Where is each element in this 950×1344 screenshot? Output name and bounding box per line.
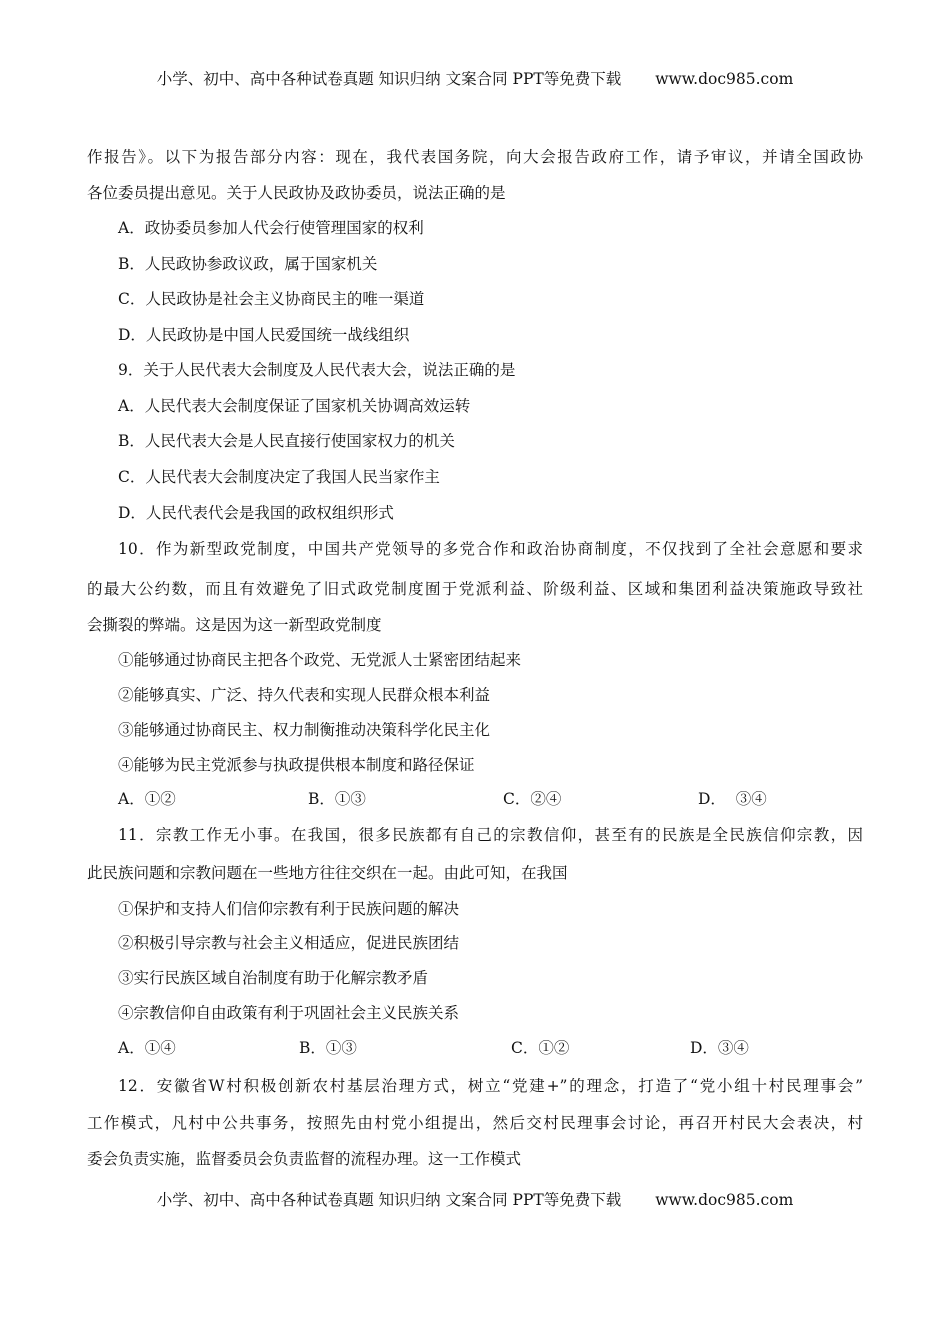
page-header xyxy=(0,68,950,90)
q12-stem-line: 12．安徽省W村积极创新农村基层治理方式，树立“党建+”的理念，打造了“党小组十村民理事会” xyxy=(118,1077,863,1095)
footer-url: www.doc985.com xyxy=(655,1191,794,1209)
q8-option-c: C．人民政协是社会主义协商民主的唯一渠道 xyxy=(118,290,425,308)
header-url: www.doc985.com xyxy=(655,70,794,88)
q11-item-4: ④宗教信仰自由政策有利于巩固社会主义民族关系 xyxy=(118,1004,460,1022)
q9-option-d: D．人民代表代会是我国的政权组织形式 xyxy=(118,504,394,522)
q9-option-a: A．人民代表大会制度保证了国家机关协调高效运转 xyxy=(118,397,471,415)
q10-stem-line: 的最大公约数，而且有效避免了旧式政党制度囿于党派利益、阶级利益、区域和集团利益决策施政导致社 xyxy=(87,580,863,598)
q12-stem-line: 工作模式，凡村中公共事务，按照先由村党小组提出，然后交村民理事会讨论，再召开村民大会表决，村 xyxy=(87,1114,863,1132)
q10-item-3: ③能够通过协商民主、权力制衡推动决策科学化民主化 xyxy=(118,721,491,739)
q9-option-b: B．人民代表大会是人民直接行使国家权力的机关 xyxy=(118,432,455,450)
q11-item-3: ③实行民族区域自治制度有助于化解宗教矛盾 xyxy=(118,969,429,987)
q10-item-4: ④能够为民主党派参与执政提供根本制度和路径保证 xyxy=(118,756,475,774)
q8-stem-line: 作报告》。以下为报告部分内容：现在，我代表国务院，向大会报告政府工作，请予审议，并请全国政协 xyxy=(87,148,863,166)
q11-item-2: ②积极引导宗教与社会主义相适应，促进民族团结 xyxy=(118,934,460,952)
q11-option-d: D．③④ xyxy=(690,1039,749,1057)
q9-option-c: C．人民代表大会制度决定了我国人民当家作主 xyxy=(118,468,440,486)
q10-stem-line: 10．作为新型政党制度，中国共产党领导的多党合作和政治协商制度，不仅找到了全社会意愿和要求 xyxy=(118,540,863,558)
footer-text: 小学、初中、高中各种试卷真题 知识归纳 文案合同 PPT等免费下载 xyxy=(156,1191,622,1209)
q11-stem-line: 11．宗教工作无小事。在我国，很多民族都有自己的宗教信仰，甚至有的民族是全民族信仰宗教，因 xyxy=(118,826,863,844)
q10-option-b: B．①③ xyxy=(308,790,366,808)
q10-item-2: ②能够真实、广泛、持久代表和实现人民群众根本利益 xyxy=(118,686,491,704)
q8-stem-line: 各位委员提出意见。关于人民政协及政协委员，说法正确的是 xyxy=(87,184,506,202)
q10-option-c: C．②④ xyxy=(503,790,562,808)
q10-option-d: D． ③④ xyxy=(698,790,767,808)
q11-option-a: A．①④ xyxy=(118,1039,176,1057)
page-footer xyxy=(0,1189,950,1211)
q12-stem-line: 委会负责实施，监督委员会负责监督的流程办理。这一工作模式 xyxy=(87,1150,522,1168)
q8-option-d: D．人民政协是中国人民爱国统一战线组织 xyxy=(118,326,410,344)
q11-item-1: ①保护和支持人们信仰宗教有利于民族问题的解决 xyxy=(118,900,460,918)
q11-option-c: C．①② xyxy=(511,1039,570,1057)
header-text: 小学、初中、高中各种试卷真题 知识归纳 文案合同 PPT等免费下载 xyxy=(156,70,622,88)
q10-stem-line: 会撕裂的弊端。这是因为这一新型政党制度 xyxy=(87,616,382,634)
q11-option-b: B．①③ xyxy=(299,1039,357,1057)
q8-option-b: B．人民政协参政议政，属于国家机关 xyxy=(118,255,378,273)
q9-stem: 9．关于人民代表大会制度及人民代表大会，说法正确的是 xyxy=(118,361,516,379)
q10-item-1: ①能够通过协商民主把各个政党、无党派人士紧密团结起来 xyxy=(118,651,522,669)
q11-stem-line: 此民族问题和宗教问题在一些地方往往交织在一起。由此可知，在我国 xyxy=(87,864,568,882)
q10-option-a: A．①② xyxy=(118,790,176,808)
q8-option-a: A．政协委员参加人代会行使管理国家的权利 xyxy=(118,219,424,237)
